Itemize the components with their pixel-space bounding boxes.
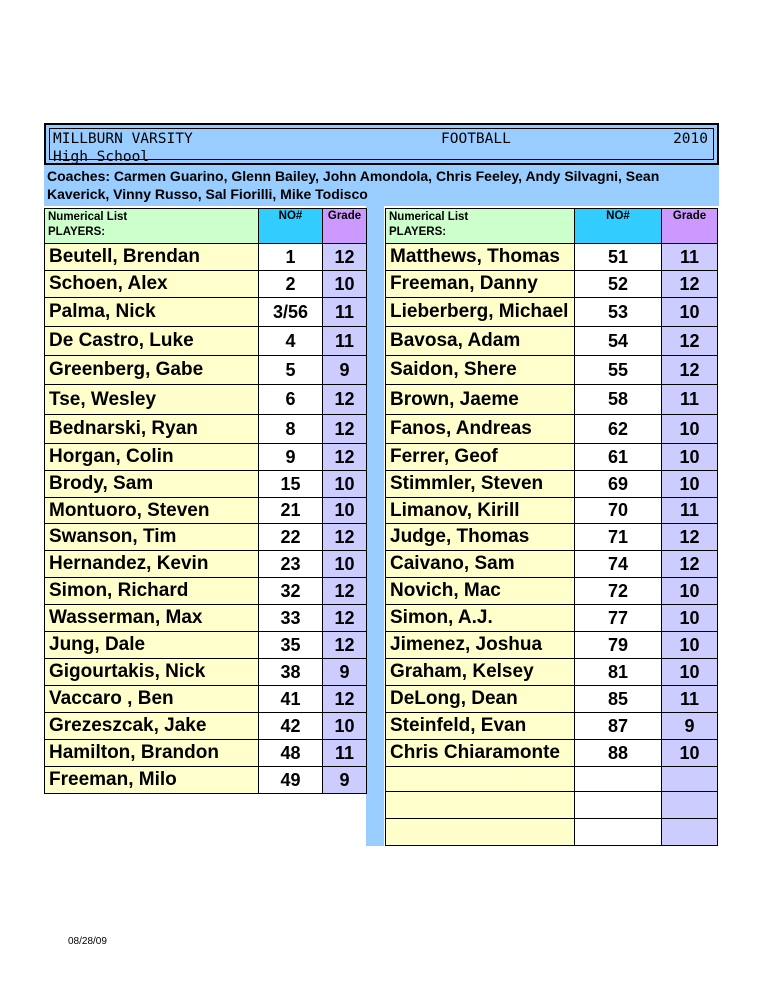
player-grade: 11 [662, 686, 718, 713]
player-grade: 10 [323, 551, 367, 578]
player-number: 42 [259, 713, 323, 740]
player-grade: 11 [323, 298, 367, 327]
player-grade: 9 [323, 767, 367, 794]
player-row [386, 551, 718, 578]
player-name: Chris Chiaramonte [386, 740, 575, 767]
player-name: Horgan, Colin [45, 444, 259, 471]
player-name: Caivano, Sam [386, 551, 575, 578]
player-name: Graham, Kelsey [386, 659, 575, 686]
player-grade: 11 [323, 740, 367, 767]
player-row [386, 819, 718, 846]
player-grade: 10 [662, 632, 718, 659]
player-name: Swanson, Tim [45, 524, 259, 551]
player-number: 41 [259, 686, 323, 713]
column-gap [366, 206, 384, 846]
player-row [45, 415, 367, 444]
player-row [386, 686, 718, 713]
player-number: 52 [575, 271, 662, 298]
player-row [45, 271, 367, 298]
player-number: 2 [259, 271, 323, 298]
player-name [386, 819, 575, 846]
player-number: 87 [575, 713, 662, 740]
player-grade: 12 [662, 524, 718, 551]
players-label: PLAYERS: [389, 226, 447, 238]
player-name: Saidon, Shere [386, 356, 575, 385]
player-number: 5 [259, 356, 323, 385]
header-row [386, 209, 718, 244]
title-frame [49, 128, 714, 165]
player-number: 22 [259, 524, 323, 551]
player-number: 77 [575, 605, 662, 632]
player-grade: 12 [323, 605, 367, 632]
player-number: 3/56 [259, 298, 323, 327]
player-name: Simon, A.J. [386, 605, 575, 632]
player-name: Brown, Jaeme [386, 385, 575, 415]
player-name: Ferrer, Geof [386, 444, 575, 471]
player-row [386, 767, 718, 792]
player-grade: 10 [662, 659, 718, 686]
player-row [45, 578, 367, 605]
roster-body-left [45, 209, 367, 794]
player-row [45, 551, 367, 578]
player-number: 33 [259, 605, 323, 632]
player-name [386, 792, 575, 819]
player-name: Freeman, Milo [45, 767, 259, 794]
player-number: 21 [259, 498, 323, 524]
player-name: Greenberg, Gabe [45, 356, 259, 385]
player-number: 23 [259, 551, 323, 578]
player-row [45, 659, 367, 686]
player-number: 9 [259, 444, 323, 471]
player-row [386, 792, 718, 819]
player-grade: 10 [323, 271, 367, 298]
player-grade: 12 [323, 444, 367, 471]
player-row [45, 632, 367, 659]
player-grade: 12 [323, 686, 367, 713]
player-grade: 12 [323, 524, 367, 551]
player-row [386, 385, 718, 415]
player-name: Gigourtakis, Nick [45, 659, 259, 686]
player-row [45, 713, 367, 740]
player-grade: 11 [323, 327, 367, 356]
player-grade: 9 [323, 659, 367, 686]
player-name: Schoen, Alex [45, 271, 259, 298]
player-number: 49 [259, 767, 323, 794]
player-number: 88 [575, 740, 662, 767]
player-grade: 12 [662, 356, 718, 385]
player-number: 32 [259, 578, 323, 605]
player-name: Vaccaro , Ben [45, 686, 259, 713]
player-grade: 12 [323, 578, 367, 605]
player-number: 4 [259, 327, 323, 356]
player-name: Stimmler, Steven [386, 471, 575, 498]
player-name: De Castro, Luke [45, 327, 259, 356]
player-row [45, 605, 367, 632]
player-grade: 10 [323, 471, 367, 498]
player-grade: 10 [323, 713, 367, 740]
player-number: 6 [259, 385, 323, 415]
player-number: 53 [575, 298, 662, 327]
grade-header: Grade [662, 209, 718, 244]
player-number: 15 [259, 471, 323, 498]
player-number: 61 [575, 444, 662, 471]
player-name: Freeman, Danny [386, 271, 575, 298]
player-name: Hernandez, Kevin [45, 551, 259, 578]
player-row [45, 471, 367, 498]
player-grade: 12 [323, 415, 367, 444]
player-number: 85 [575, 686, 662, 713]
numerical-list-label: Numerical List [389, 211, 469, 223]
players-label: PLAYERS: [48, 226, 106, 238]
header-row [45, 209, 367, 244]
player-row [386, 415, 718, 444]
numerical-list-label: Numerical List [48, 211, 128, 223]
players-header [45, 209, 259, 244]
player-row [45, 498, 367, 524]
player-name: Brody, Sam [45, 471, 259, 498]
players-header [386, 209, 575, 244]
school-level: High School [53, 149, 150, 165]
player-row [386, 740, 718, 767]
player-number [575, 767, 662, 792]
player-number: 72 [575, 578, 662, 605]
player-grade: 10 [662, 298, 718, 327]
player-number: 48 [259, 740, 323, 767]
player-number: 62 [575, 415, 662, 444]
print-date: 08/28/09 [68, 936, 107, 947]
player-name: Judge, Thomas [386, 524, 575, 551]
player-number [575, 819, 662, 846]
player-name: Grezeszcak, Jake [45, 713, 259, 740]
player-grade: 12 [662, 551, 718, 578]
team-title: MILLBURN VARSITY [53, 131, 193, 147]
player-name: Lieberberg, Michael [386, 298, 575, 327]
player-name: Bavosa, Adam [386, 327, 575, 356]
number-header: NO# [259, 209, 323, 244]
player-grade: 11 [662, 385, 718, 415]
player-grade: 11 [662, 498, 718, 524]
player-row [45, 327, 367, 356]
player-number: 38 [259, 659, 323, 686]
player-number: 81 [575, 659, 662, 686]
player-name: Beutell, Brendan [45, 244, 259, 271]
player-row [386, 356, 718, 385]
player-name: Jimenez, Joshua [386, 632, 575, 659]
player-number: 8 [259, 415, 323, 444]
player-name: Novich, Mac [386, 578, 575, 605]
player-grade: 12 [323, 244, 367, 271]
player-row [386, 271, 718, 298]
player-row [45, 385, 367, 415]
player-number: 70 [575, 498, 662, 524]
player-name: Hamilton, Brandon [45, 740, 259, 767]
player-name: Limanov, Kirill [386, 498, 575, 524]
player-row [386, 632, 718, 659]
player-name: DeLong, Dean [386, 686, 575, 713]
player-name: Steinfeld, Evan [386, 713, 575, 740]
player-row [386, 298, 718, 327]
player-grade: 10 [662, 740, 718, 767]
player-number: 35 [259, 632, 323, 659]
player-grade: 11 [662, 244, 718, 271]
player-grade: 10 [662, 578, 718, 605]
player-row [386, 471, 718, 498]
roster-table-left [44, 208, 367, 794]
player-name: Simon, Richard [45, 578, 259, 605]
player-number: 79 [575, 632, 662, 659]
player-name: Montuoro, Steven [45, 498, 259, 524]
player-grade: 10 [662, 415, 718, 444]
player-name: Wasserman, Max [45, 605, 259, 632]
roster-table-right [385, 208, 718, 846]
player-row [45, 524, 367, 551]
player-grade: 10 [662, 471, 718, 498]
player-number [575, 792, 662, 819]
player-row [386, 605, 718, 632]
player-row [45, 444, 367, 471]
player-row [45, 244, 367, 271]
player-number: 58 [575, 385, 662, 415]
player-name: Jung, Dale [45, 632, 259, 659]
grade-header: Grade [323, 209, 367, 244]
player-row [45, 356, 367, 385]
player-grade: 10 [323, 498, 367, 524]
player-row [386, 524, 718, 551]
roster-body-right [386, 209, 718, 846]
sport-title: FOOTBALL [441, 131, 511, 147]
player-grade: 12 [323, 632, 367, 659]
player-grade [662, 767, 718, 792]
player-grade: 9 [323, 356, 367, 385]
player-grade: 12 [323, 385, 367, 415]
player-row [386, 659, 718, 686]
season-year: 2010 [673, 131, 708, 147]
player-row [45, 740, 367, 767]
player-grade: 12 [662, 271, 718, 298]
player-row [45, 298, 367, 327]
player-grade [662, 792, 718, 819]
player-row [386, 498, 718, 524]
player-number: 51 [575, 244, 662, 271]
player-row [386, 578, 718, 605]
player-number: 55 [575, 356, 662, 385]
player-grade: 10 [662, 605, 718, 632]
player-name: Tse, Wesley [45, 385, 259, 415]
player-name: Matthews, Thomas [386, 244, 575, 271]
coaches-list: Coaches: Carmen Guarino, Glenn Bailey, John Amondola, Chris Feeley, Andy Silvagni, Sean Kaverick, Vinny Russo, Sal Fiorilli, Mike Todisco [44, 165, 719, 206]
player-row [45, 767, 367, 794]
player-row [386, 713, 718, 740]
player-grade: 12 [662, 327, 718, 356]
player-row [386, 327, 718, 356]
player-number: 1 [259, 244, 323, 271]
player-row [45, 686, 367, 713]
number-header: NO# [575, 209, 662, 244]
player-number: 69 [575, 471, 662, 498]
player-number: 54 [575, 327, 662, 356]
player-name [386, 767, 575, 792]
player-grade [662, 819, 718, 846]
player-name: Bednarski, Ryan [45, 415, 259, 444]
player-grade: 10 [662, 444, 718, 471]
player-row [386, 444, 718, 471]
player-number: 71 [575, 524, 662, 551]
player-number: 74 [575, 551, 662, 578]
player-row [386, 244, 718, 271]
title-bar [44, 123, 719, 165]
player-name: Palma, Nick [45, 298, 259, 327]
player-name: Fanos, Andreas [386, 415, 575, 444]
player-grade: 9 [662, 713, 718, 740]
